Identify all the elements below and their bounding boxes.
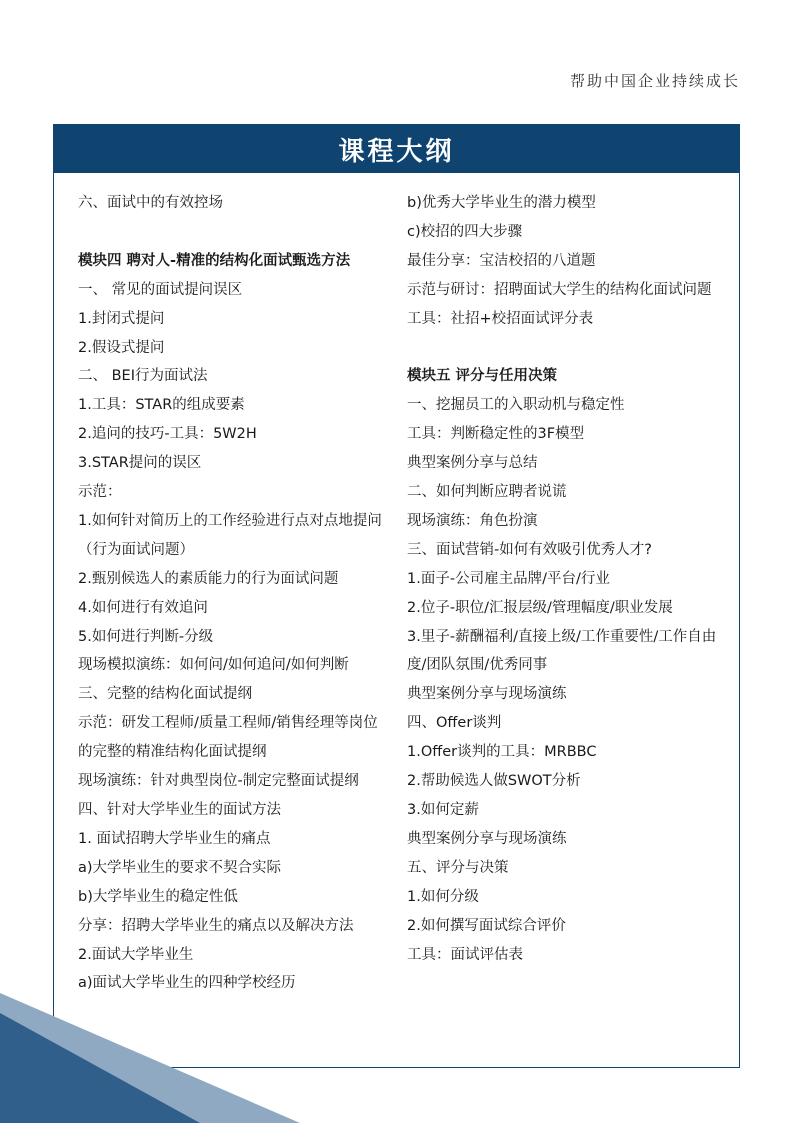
outline-item: 1.封闭式提问 — [78, 310, 165, 327]
outline-item: 四、针对大学毕业生的面试方法 — [78, 802, 281, 819]
outline-panel — [53, 124, 740, 1068]
outline-item: b)大学毕业生的稳定性低 — [78, 888, 238, 905]
outline-item: 2.帮助候选人做SWOT分析 — [407, 773, 581, 790]
tagline: 帮助中国企业持续成长 — [569, 72, 740, 90]
outline-item: 六、面试中的有效控场 — [78, 195, 223, 211]
outline-item: 现场演练：针对典型岗位-制定完整面试提纲 — [78, 773, 359, 790]
spacer — [407, 334, 719, 363]
outline-item: 现场演练：角色扮演 — [407, 512, 538, 529]
outline-item: 工具：面试评估表 — [407, 946, 523, 963]
outline-item: 二、 BEI行为面试法 — [78, 368, 208, 385]
outline-item: 典型案例分享与总结 — [407, 455, 538, 472]
right-column — [407, 189, 719, 969]
outline-item: 典型案例分享与现场演练 — [407, 830, 567, 847]
outline-item: a)面试大学毕业生的四种学校经历 — [78, 975, 296, 992]
outline-item: c)校招的四大步骤 — [407, 223, 523, 240]
outline-item: 1.面子-公司雇主品牌/平台/行业 — [407, 570, 610, 587]
outline-item: 现场模拟演练：如何问/如何追问/如何判断 — [78, 657, 349, 674]
outline-item: 3.STAR提问的误区 — [78, 455, 202, 472]
left-column — [78, 189, 383, 998]
module-heading: 模块四 聘对人-精准的结构化面试甄选方法 — [78, 252, 351, 269]
outline-item: 一、挖掘员工的入职动机与稳定性 — [407, 397, 625, 414]
outline-item: 四、Offer谈判 — [407, 715, 502, 732]
outline-item: 二、如何判断应聘者说谎 — [407, 484, 567, 501]
outline-item: 1. 面试招聘大学毕业生的痛点 — [78, 830, 271, 847]
outline-item: 五、评分与决策 — [407, 859, 509, 876]
outline-item: 2.如何撰写面试综合评价 — [407, 917, 566, 934]
outline-item: 3.里子-薪酬福利/直接上级/工作重要性/工作自由度/团队氛围/优秀同事 — [407, 628, 717, 674]
outline-item: 3.如何定薪 — [407, 802, 479, 819]
outline-item: 1.Offer谈判的工具：MRBBC — [407, 744, 597, 761]
outline-item: 4.如何进行有效追问 — [78, 599, 208, 616]
outline-item: 三、面试营销-如何有效吸引优秀人才? — [407, 541, 652, 558]
outline-item: 示范： — [78, 484, 122, 501]
outline-item: 示范：研发工程师/质量工程师/销售经理等岗位的完整的精准结构化面试提纲 — [78, 715, 378, 761]
outline-item: 典型案例分享与现场演练 — [407, 686, 567, 703]
outline-item: 示范与研讨：招聘面试大学生的结构化面试问题 — [407, 281, 712, 298]
outline-item: 5.如何进行判断-分级 — [78, 628, 214, 645]
outline-item: b)优秀大学毕业生的潜力模型 — [407, 195, 596, 211]
outline-item: 2.甄别候选人的素质能力的行为面试问题 — [78, 570, 339, 587]
spacer — [78, 218, 383, 247]
module-heading: 模块五 评分与任用决策 — [407, 368, 558, 385]
outline-item: 最佳分享：宝洁校招的八道题 — [407, 252, 596, 269]
outline-item: 1.如何针对简历上的工作经验进行点对点地提问（行为面试问题） — [78, 512, 382, 558]
outline-item: a)大学毕业生的要求不契合实际 — [78, 859, 282, 876]
outline-item: 2.追问的技巧-工具：5W2H — [78, 426, 257, 443]
outline-title: 课程大纲 — [54, 125, 739, 173]
outline-item: 1.工具：STAR的组成要素 — [78, 397, 245, 414]
outline-item: 2.位子-职位/汇报层级/管理幅度/职业发展 — [407, 599, 673, 616]
outline-item: 工具：社招+校招面试评分表 — [407, 310, 594, 327]
outline-item: 2.面试大学毕业生 — [78, 946, 194, 963]
outline-item: 1.如何分级 — [407, 888, 479, 905]
outline-item: 一、 常见的面试提问误区 — [78, 281, 243, 298]
outline-item: 工具：判断稳定性的3F模型 — [407, 426, 585, 443]
outline-item: 2.假设式提问 — [78, 339, 165, 356]
outline-item: 三、完整的结构化面试提纲 — [78, 686, 252, 703]
outline-item: 分享：招聘大学毕业生的痛点以及解决方法 — [78, 917, 354, 934]
